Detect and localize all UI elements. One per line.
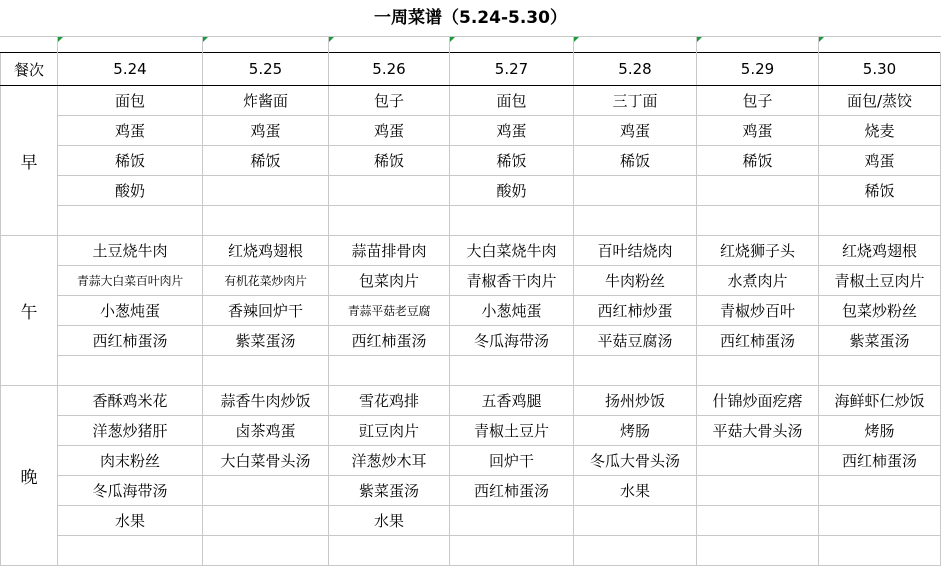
dish-cell: 鸡蛋	[450, 116, 574, 146]
dish-cell	[819, 356, 941, 386]
dish-cell: 平菇豆腐汤	[574, 326, 697, 356]
menu-row	[1, 296, 941, 326]
dish-cell: 小葱炖蛋	[450, 296, 574, 326]
dish-cell: 鸡蛋	[819, 146, 941, 176]
date-header: 5.28	[574, 53, 697, 86]
dish-cell	[203, 206, 329, 236]
date-header: 5.24	[58, 53, 203, 86]
date-header: 5.25	[203, 53, 329, 86]
menu-row	[1, 206, 941, 236]
dish-cell: 包菜肉片	[329, 266, 450, 296]
dish-cell: 稀饭	[697, 146, 819, 176]
dish-cell: 包子	[329, 86, 450, 116]
dish-cell	[450, 506, 574, 536]
dish-cell	[697, 476, 819, 506]
dish-cell: 青椒土豆片	[450, 416, 574, 446]
dish-cell: 红烧鸡翅根	[819, 236, 941, 266]
dish-cell: 青椒香干肉片	[450, 266, 574, 296]
menu-row	[1, 146, 941, 176]
dish-cell	[697, 176, 819, 206]
dish-cell: 水果	[574, 476, 697, 506]
meal-label-dinner: 晚	[1, 386, 58, 566]
dish-cell: 土豆烧牛肉	[58, 236, 203, 266]
meal-label-lunch: 午	[1, 236, 58, 386]
menu-row	[1, 476, 941, 506]
dish-cell	[574, 356, 697, 386]
dish-cell	[203, 476, 329, 506]
meal-column-header: 餐次	[1, 53, 58, 86]
dish-cell	[819, 536, 941, 566]
dish-cell: 紫菜蛋汤	[329, 476, 450, 506]
dish-cell: 冬瓜大骨头汤	[574, 446, 697, 476]
dish-cell: 香酥鸡米花	[58, 386, 203, 416]
dish-cell: 炸酱面	[203, 86, 329, 116]
menu-row	[1, 236, 941, 266]
dish-cell: 紫菜蛋汤	[819, 326, 941, 356]
dish-cell	[697, 506, 819, 536]
dish-cell: 稀饭	[819, 176, 941, 206]
dish-cell: 酸奶	[58, 176, 203, 206]
dish-cell: 面包	[58, 86, 203, 116]
dish-cell: 冬瓜海带汤	[58, 476, 203, 506]
menu-title: 一周菜谱（5.24-5.30）	[374, 8, 567, 28]
dish-cell: 牛肉粉丝	[574, 266, 697, 296]
dish-cell	[58, 356, 203, 386]
dish-cell	[819, 476, 941, 506]
menu-row	[1, 116, 941, 146]
menu-row	[1, 176, 941, 206]
dish-cell: 面包/蒸饺	[819, 86, 941, 116]
dish-cell	[819, 206, 941, 236]
dish-cell: 西红柿蛋汤	[819, 446, 941, 476]
dish-cell: 蒜香牛肉炒饭	[203, 386, 329, 416]
dish-cell: 三丁面	[574, 86, 697, 116]
dish-cell	[203, 506, 329, 536]
dish-cell	[574, 206, 697, 236]
menu-row	[1, 86, 941, 116]
meal-label-breakfast: 早	[1, 86, 58, 236]
menu-row	[1, 326, 941, 356]
menu-row	[1, 536, 941, 566]
dish-cell	[697, 446, 819, 476]
dish-cell	[329, 536, 450, 566]
menu-row	[1, 266, 941, 296]
weekly-menu-table	[0, 52, 941, 566]
date-header: 5.27	[450, 53, 574, 86]
dish-cell: 冬瓜海带汤	[450, 326, 574, 356]
dish-cell	[574, 176, 697, 206]
date-header: 5.30	[819, 53, 941, 86]
dish-cell: 西红柿炒蛋	[574, 296, 697, 326]
dish-cell: 大白菜烧牛肉	[450, 236, 574, 266]
menu-row	[1, 386, 941, 416]
dish-cell	[697, 536, 819, 566]
menu-row	[1, 356, 941, 386]
dish-cell: 紫菜蛋汤	[203, 326, 329, 356]
spacer-row	[0, 36, 941, 53]
dish-cell: 稀饭	[574, 146, 697, 176]
dish-cell: 酸奶	[450, 176, 574, 206]
dish-cell: 洋葱炒木耳	[329, 446, 450, 476]
dish-cell: 鸡蛋	[574, 116, 697, 146]
dish-cell	[450, 206, 574, 236]
dish-cell: 有机花菜炒肉片	[203, 266, 329, 296]
dish-cell: 回炉干	[450, 446, 574, 476]
dish-cell	[58, 536, 203, 566]
dish-cell: 蒜苗排骨肉	[329, 236, 450, 266]
dish-cell: 包子	[697, 86, 819, 116]
dish-cell: 豇豆肉片	[329, 416, 450, 446]
dish-cell: 水果	[329, 506, 450, 536]
dish-cell: 平菇大骨头汤	[697, 416, 819, 446]
date-header: 5.26	[329, 53, 450, 86]
dish-cell	[203, 356, 329, 386]
dish-cell: 面包	[450, 86, 574, 116]
dish-cell: 青蒜大白菜百叶肉片	[58, 266, 203, 296]
dish-cell	[697, 206, 819, 236]
dish-cell: 扬州炒饭	[574, 386, 697, 416]
dish-cell: 包菜炒粉丝	[819, 296, 941, 326]
dish-cell	[819, 506, 941, 536]
dish-cell	[329, 206, 450, 236]
dish-cell: 烤肠	[574, 416, 697, 446]
dish-cell: 青椒土豆肉片	[819, 266, 941, 296]
dish-cell: 肉末粉丝	[58, 446, 203, 476]
dish-cell: 鸡蛋	[329, 116, 450, 146]
dish-cell: 大白菜骨头汤	[203, 446, 329, 476]
dish-cell: 稀饭	[203, 146, 329, 176]
dish-cell	[574, 506, 697, 536]
dish-cell: 红烧鸡翅根	[203, 236, 329, 266]
dish-cell: 海鲜虾仁炒饭	[819, 386, 941, 416]
date-header: 5.29	[697, 53, 819, 86]
dish-cell	[203, 176, 329, 206]
dish-cell	[450, 536, 574, 566]
menu-row	[1, 416, 941, 446]
dish-cell: 小葱炖蛋	[58, 296, 203, 326]
dish-cell	[203, 536, 329, 566]
dish-cell: 西红柿蛋汤	[697, 326, 819, 356]
dish-cell: 红烧狮子头	[697, 236, 819, 266]
dish-cell: 稀饭	[329, 146, 450, 176]
dish-cell: 西红柿蛋汤	[329, 326, 450, 356]
dish-cell: 水煮肉片	[697, 266, 819, 296]
dish-cell: 雪花鸡排	[329, 386, 450, 416]
dish-cell: 鸡蛋	[58, 116, 203, 146]
dish-cell: 稀饭	[58, 146, 203, 176]
dish-cell	[450, 356, 574, 386]
dish-cell: 鸡蛋	[203, 116, 329, 146]
dish-cell: 香辣回炉干	[203, 296, 329, 326]
menu-row	[1, 506, 941, 536]
dish-cell: 青椒炒百叶	[697, 296, 819, 326]
dish-cell: 洋葱炒猪肝	[58, 416, 203, 446]
dish-cell: 百叶结烧肉	[574, 236, 697, 266]
header-row	[1, 53, 941, 86]
dish-cell: 西红柿蛋汤	[58, 326, 203, 356]
dish-cell: 青蒜平菇老豆腐	[329, 296, 450, 326]
dish-cell: 稀饭	[450, 146, 574, 176]
dish-cell	[58, 206, 203, 236]
dish-cell	[697, 356, 819, 386]
dish-cell	[574, 536, 697, 566]
dish-cell: 鸡蛋	[697, 116, 819, 146]
menu-row	[1, 446, 941, 476]
dish-cell: 什锦炒面疙瘩	[697, 386, 819, 416]
dish-cell: 烧麦	[819, 116, 941, 146]
dish-cell: 卤茶鸡蛋	[203, 416, 329, 446]
dish-cell	[329, 176, 450, 206]
dish-cell: 烤肠	[819, 416, 941, 446]
dish-cell: 五香鸡腿	[450, 386, 574, 416]
dish-cell: 水果	[58, 506, 203, 536]
dish-cell	[329, 356, 450, 386]
dish-cell: 西红柿蛋汤	[450, 476, 574, 506]
